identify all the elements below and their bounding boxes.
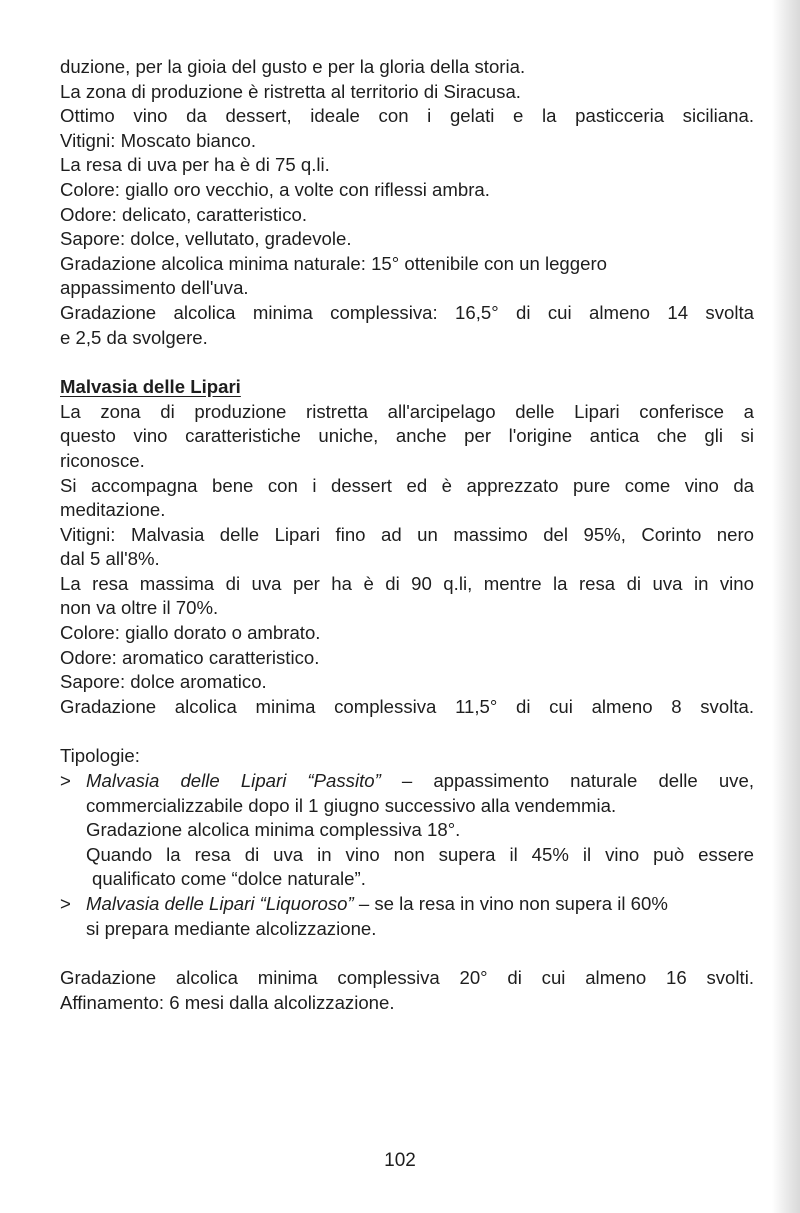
- text-line: questo vino caratteristiche uniche, anche per l'origine antica che gli si: [60, 425, 754, 447]
- text-line: Vitigni: Moscato bianco.: [60, 129, 257, 151]
- text-line: appassimento dell'uva.: [60, 277, 249, 299]
- text-line: Gradazione alcolica minima complessiva 18°.: [86, 819, 461, 841]
- tipologie-label: Tipologie:: [60, 745, 140, 767]
- text-line: [86, 892, 754, 917]
- text-line: meditazione.: [60, 499, 166, 521]
- text-line: [86, 769, 754, 794]
- text-line: Colore: giallo dorato o ambrato.: [60, 622, 321, 644]
- text-line: La resa massima di uva per ha è di 90 q.li, mentre la resa di uva in vino: [60, 572, 754, 594]
- text-line: riconosce.: [60, 449, 145, 471]
- text-line: si prepara mediante alcolizzazione.: [86, 917, 377, 939]
- list-item: [60, 892, 754, 941]
- text-line: Affinamento: 6 mesi dalla alcolizzazione.: [60, 991, 395, 1013]
- wine-type-name: Malvasia delle Lipari “Passito”: [86, 770, 381, 792]
- spacer: [60, 350, 754, 375]
- text-line: Gradazione alcolica minima complessiva 20° di cui almeno 16 svolti.: [60, 967, 754, 989]
- page-edge-shadow: [772, 0, 800, 1213]
- text-line: non va oltre il 70%.: [60, 597, 219, 619]
- spacer: [60, 719, 754, 744]
- text-line: Colore: giallo oro vecchio, a volte con riflessi ambra.: [60, 178, 490, 200]
- list-item: [60, 769, 754, 892]
- text-line: La zona di produzione è ristretta al territorio di Siracusa.: [60, 80, 521, 102]
- text-line: Ottimo vino da dessert, ideale con i gelati e la pasticceria siciliana.: [60, 105, 754, 127]
- text-fragment: – appassimento naturale delle uve,: [380, 770, 754, 792]
- bullet-marker: >: [60, 893, 71, 914]
- text-line: duzione, per la gioia del gusto e per la gloria della storia.: [60, 56, 526, 77]
- text-line: Si accompagna bene con i dessert ed è apprezzato pure come vino da: [60, 474, 754, 496]
- text-line: qualificato come “dolce naturale”.: [92, 868, 366, 890]
- text-line: Gradazione alcolica minima complessiva: 16,5° di cui almeno 14 svolta: [60, 301, 754, 323]
- text-line: dal 5 all'8%.: [60, 548, 160, 570]
- text-line: Quando la resa di uva in vino non supera il 45% il vino può essere: [86, 843, 754, 865]
- spacer: [60, 941, 754, 966]
- text-line: La zona di produzione ristretta all'arcipelago delle Lipari conferisce a: [60, 400, 754, 422]
- text-line: Sapore: dolce, vellutato, gradevole.: [60, 228, 352, 250]
- text-line: Gradazione alcolica minima naturale: 15° ottenibile con un leggero: [60, 252, 607, 274]
- text-line: Sapore: dolce aromatico.: [60, 671, 267, 693]
- section-heading: Malvasia delle Lipari: [60, 376, 241, 398]
- text-line: Gradazione alcolica minima complessiva 11,5° di cui almeno 8 svolta.: [60, 695, 754, 717]
- text-line: e 2,5 da svolgere.: [60, 326, 208, 348]
- text-line: Vitigni: Malvasia delle Lipari fino ad un massimo del 95%, Corinto nero: [60, 523, 754, 545]
- text-line: La resa di uva per ha è di 75 q.li.: [60, 154, 330, 176]
- page-number: 102: [384, 1150, 416, 1171]
- text-line: Odore: aromatico caratteristico.: [60, 646, 320, 668]
- text-line: Odore: delicato, caratteristico.: [60, 203, 307, 225]
- text-fragment: – se la resa in vino non supera il 60%: [353, 893, 668, 914]
- bullet-marker: >: [60, 770, 71, 792]
- wine-type-name: Malvasia delle Lipari “Liquoroso”: [86, 893, 354, 914]
- text-line: commercializzabile dopo il 1 giugno successivo alla vendemmia.: [86, 794, 617, 816]
- page-text: [60, 55, 754, 1015]
